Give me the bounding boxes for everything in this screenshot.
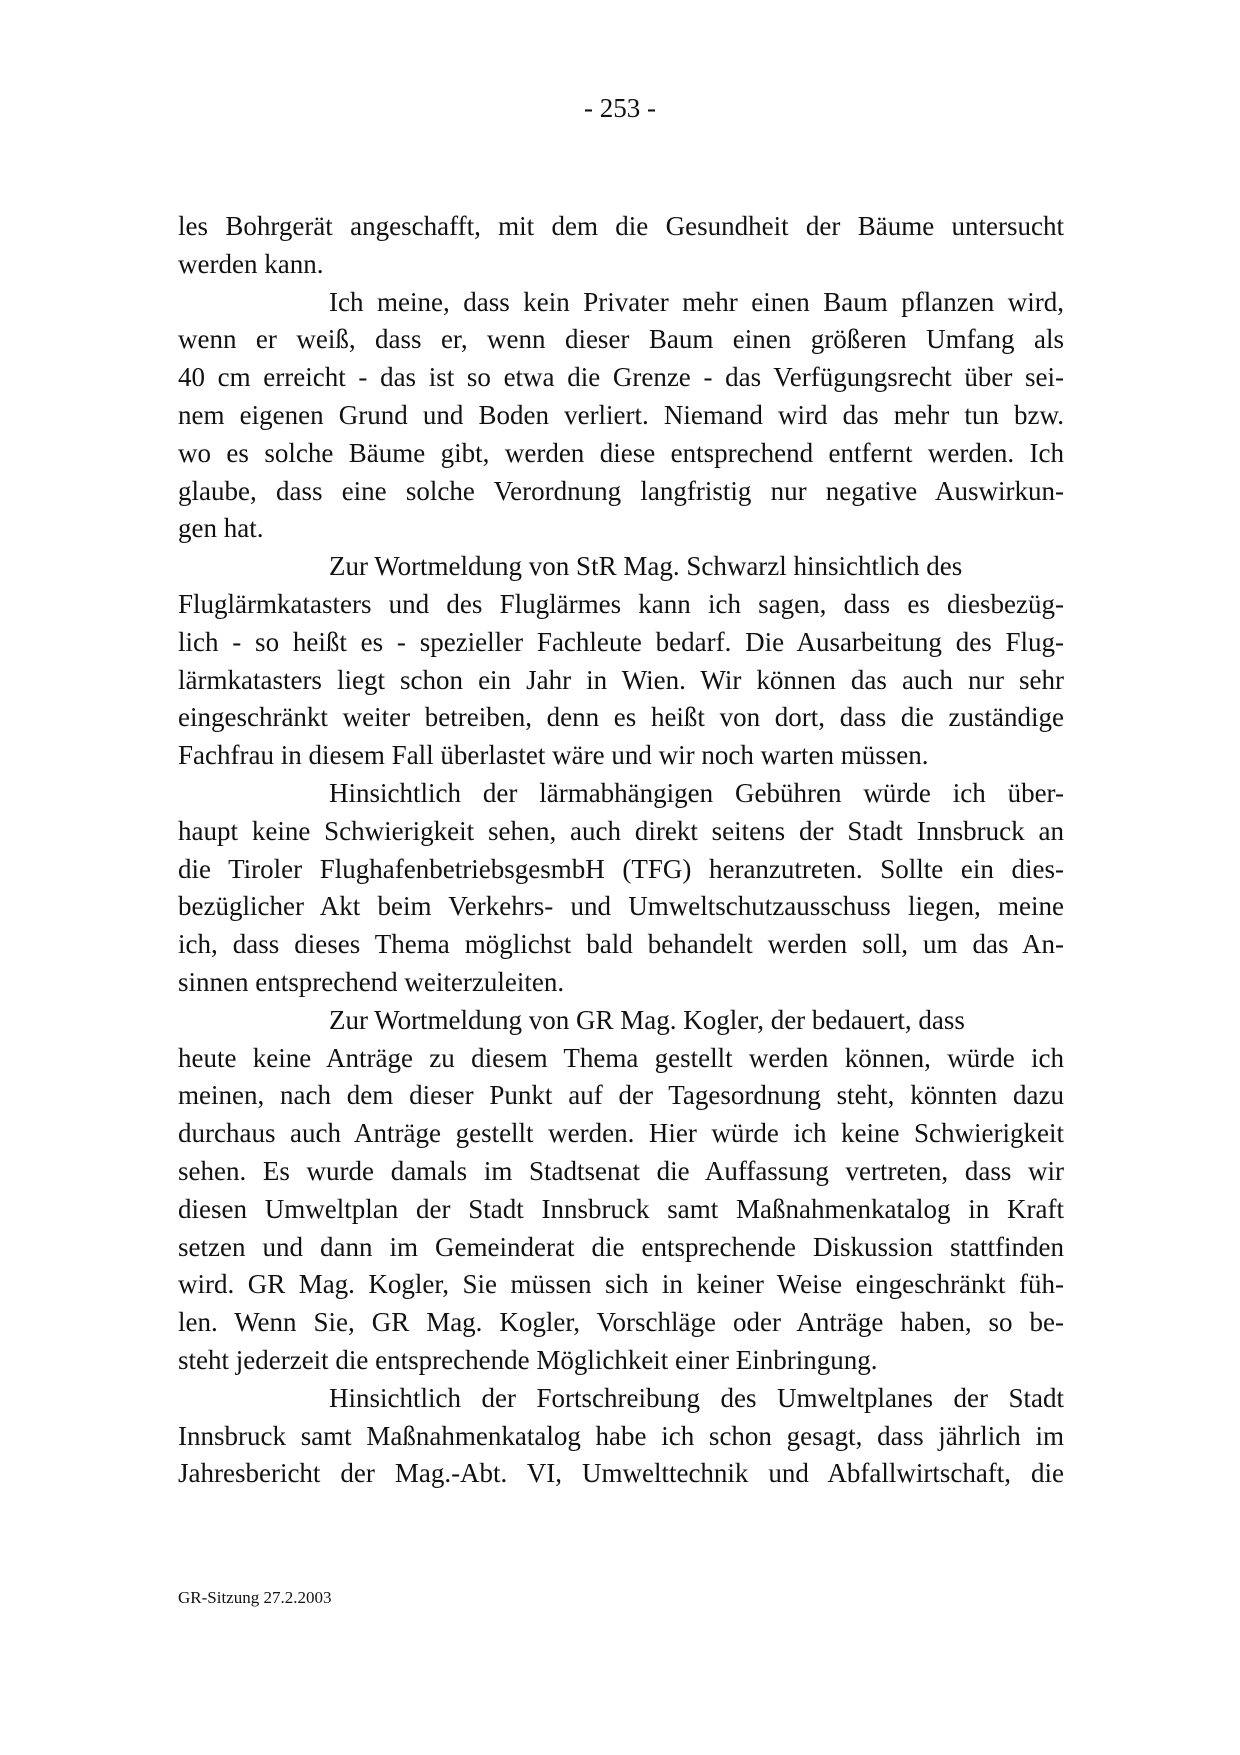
- text-line: lärmkatasters liegt schon ein Jahr in Wien. Wir können das auch nur sehr: [178, 664, 1064, 695]
- paragraph-1: [178, 208, 1064, 284]
- page-number: - 253 -: [584, 93, 656, 123]
- text-line: heute keine Anträge zu diesem Thema gestellt werden können, würde ich: [178, 1042, 1064, 1073]
- text-line: steht jederzeit die entsprechende Möglichkeit einer Einbringung.: [178, 1344, 878, 1375]
- text-line: haupt keine Schwierigkeit sehen, auch direkt seitens der Stadt Innsbruck an: [178, 815, 1064, 846]
- text-line: Ich meine, dass kein Privater mehr einen Baum pflanzen wird,: [329, 286, 1064, 317]
- text-line: Hinsichtlich der lärmabhängigen Gebühren würde ich über-: [329, 777, 1064, 808]
- paragraph-4: [178, 775, 1064, 1002]
- footer-session-date: GR-Sitzung 27.2.2003: [178, 1588, 332, 1607]
- text-line: werden kann.: [178, 248, 324, 279]
- text-line: gen hat.: [178, 513, 264, 544]
- text-line: 40 cm erreicht - das ist so etwa die Grenze - das Verfügungsrecht über sei-: [178, 362, 1064, 393]
- text-line: Innsbruck samt Maßnahmenkatalog habe ich schon gesagt, dass jährlich im: [178, 1420, 1064, 1451]
- paragraph-3: [178, 548, 1064, 775]
- text-line: durchaus auch Anträge gestellt werden. Hier würde ich keine Schwierigkeit: [178, 1118, 1064, 1149]
- paragraph-5: [178, 1002, 1064, 1380]
- text-line: Jahresbericht der Mag.-Abt. VI, Umwelttechnik und Abfallwirtschaft, die: [178, 1458, 1064, 1489]
- text-line: nem eigenen Grund und Boden verliert. Niemand wird das mehr tun bzw.: [178, 399, 1064, 430]
- text-line: glaube, dass eine solche Verordnung langfristig nur negative Auswirkun-: [178, 475, 1064, 506]
- text-line: ich, dass dieses Thema möglichst bald behandelt werden soll, um das An-: [178, 929, 1064, 960]
- paragraph-2: [178, 284, 1064, 549]
- text-line: len. Wenn Sie, GR Mag. Kogler, Vorschläge oder Anträge haben, so be-: [178, 1307, 1064, 1338]
- text-line: meinen, nach dem dieser Punkt auf der Tagesordnung steht, könnten dazu: [178, 1080, 1064, 1111]
- text-line: Zur Wortmeldung von GR Mag. Kogler, der bedauert, dass: [329, 1004, 965, 1035]
- text-line: eingeschränkt weiter betreiben, denn es heißt von dort, dass die zuständige: [178, 702, 1064, 733]
- text-line: Fluglärmkatasters und des Fluglärmes kann ich sagen, dass es diesbezüg-: [178, 588, 1064, 619]
- text-line: sehen. Es wurde damals im Stadtsenat die Auffassung vertreten, dass wir: [178, 1155, 1064, 1186]
- text-line: setzen und dann im Gemeinderat die entsprechende Diskussion stattfinden: [178, 1231, 1064, 1262]
- text-line: Zur Wortmeldung von StR Mag. Schwarzl hinsichtlich des: [329, 551, 963, 582]
- text-line: lich - so heißt es - spezieller Fachleute bedarf. Die Ausarbeitung des Flug-: [178, 626, 1064, 657]
- text-line: Fachfrau in diesem Fall überlastet wäre und wir noch warten müssen.: [178, 740, 929, 771]
- text-line: wo es solche Bäume gibt, werden diese entsprechend entfernt werden. Ich: [178, 437, 1064, 468]
- body-text: [178, 208, 1064, 1493]
- text-line: wird. GR Mag. Kogler, Sie müssen sich in keiner Weise eingeschränkt füh-: [178, 1269, 1064, 1300]
- paragraph-6: [178, 1380, 1064, 1493]
- text-line: die Tiroler FlughafenbetriebsgesmbH (TFG) heranzutreten. Sollte ein dies-: [178, 853, 1064, 884]
- text-line: les Bohrgerät angeschafft, mit dem die Gesundheit der Bäume untersucht: [178, 211, 1064, 241]
- text-line: wenn er weiß, dass er, wenn dieser Baum einen größeren Umfang als: [178, 324, 1064, 355]
- text-line: diesen Umweltplan der Stadt Innsbruck samt Maßnahmenkatalog in Kraft: [178, 1193, 1064, 1224]
- text-line: bezüglicher Akt beim Verkehrs- und Umweltschutzausschuss liegen, meine: [178, 891, 1064, 922]
- text-line: sinnen entsprechend weiterzuleiten.: [178, 966, 565, 997]
- text-line: Hinsichtlich der Fortschreibung des Umweltplanes der Stadt: [329, 1382, 1064, 1413]
